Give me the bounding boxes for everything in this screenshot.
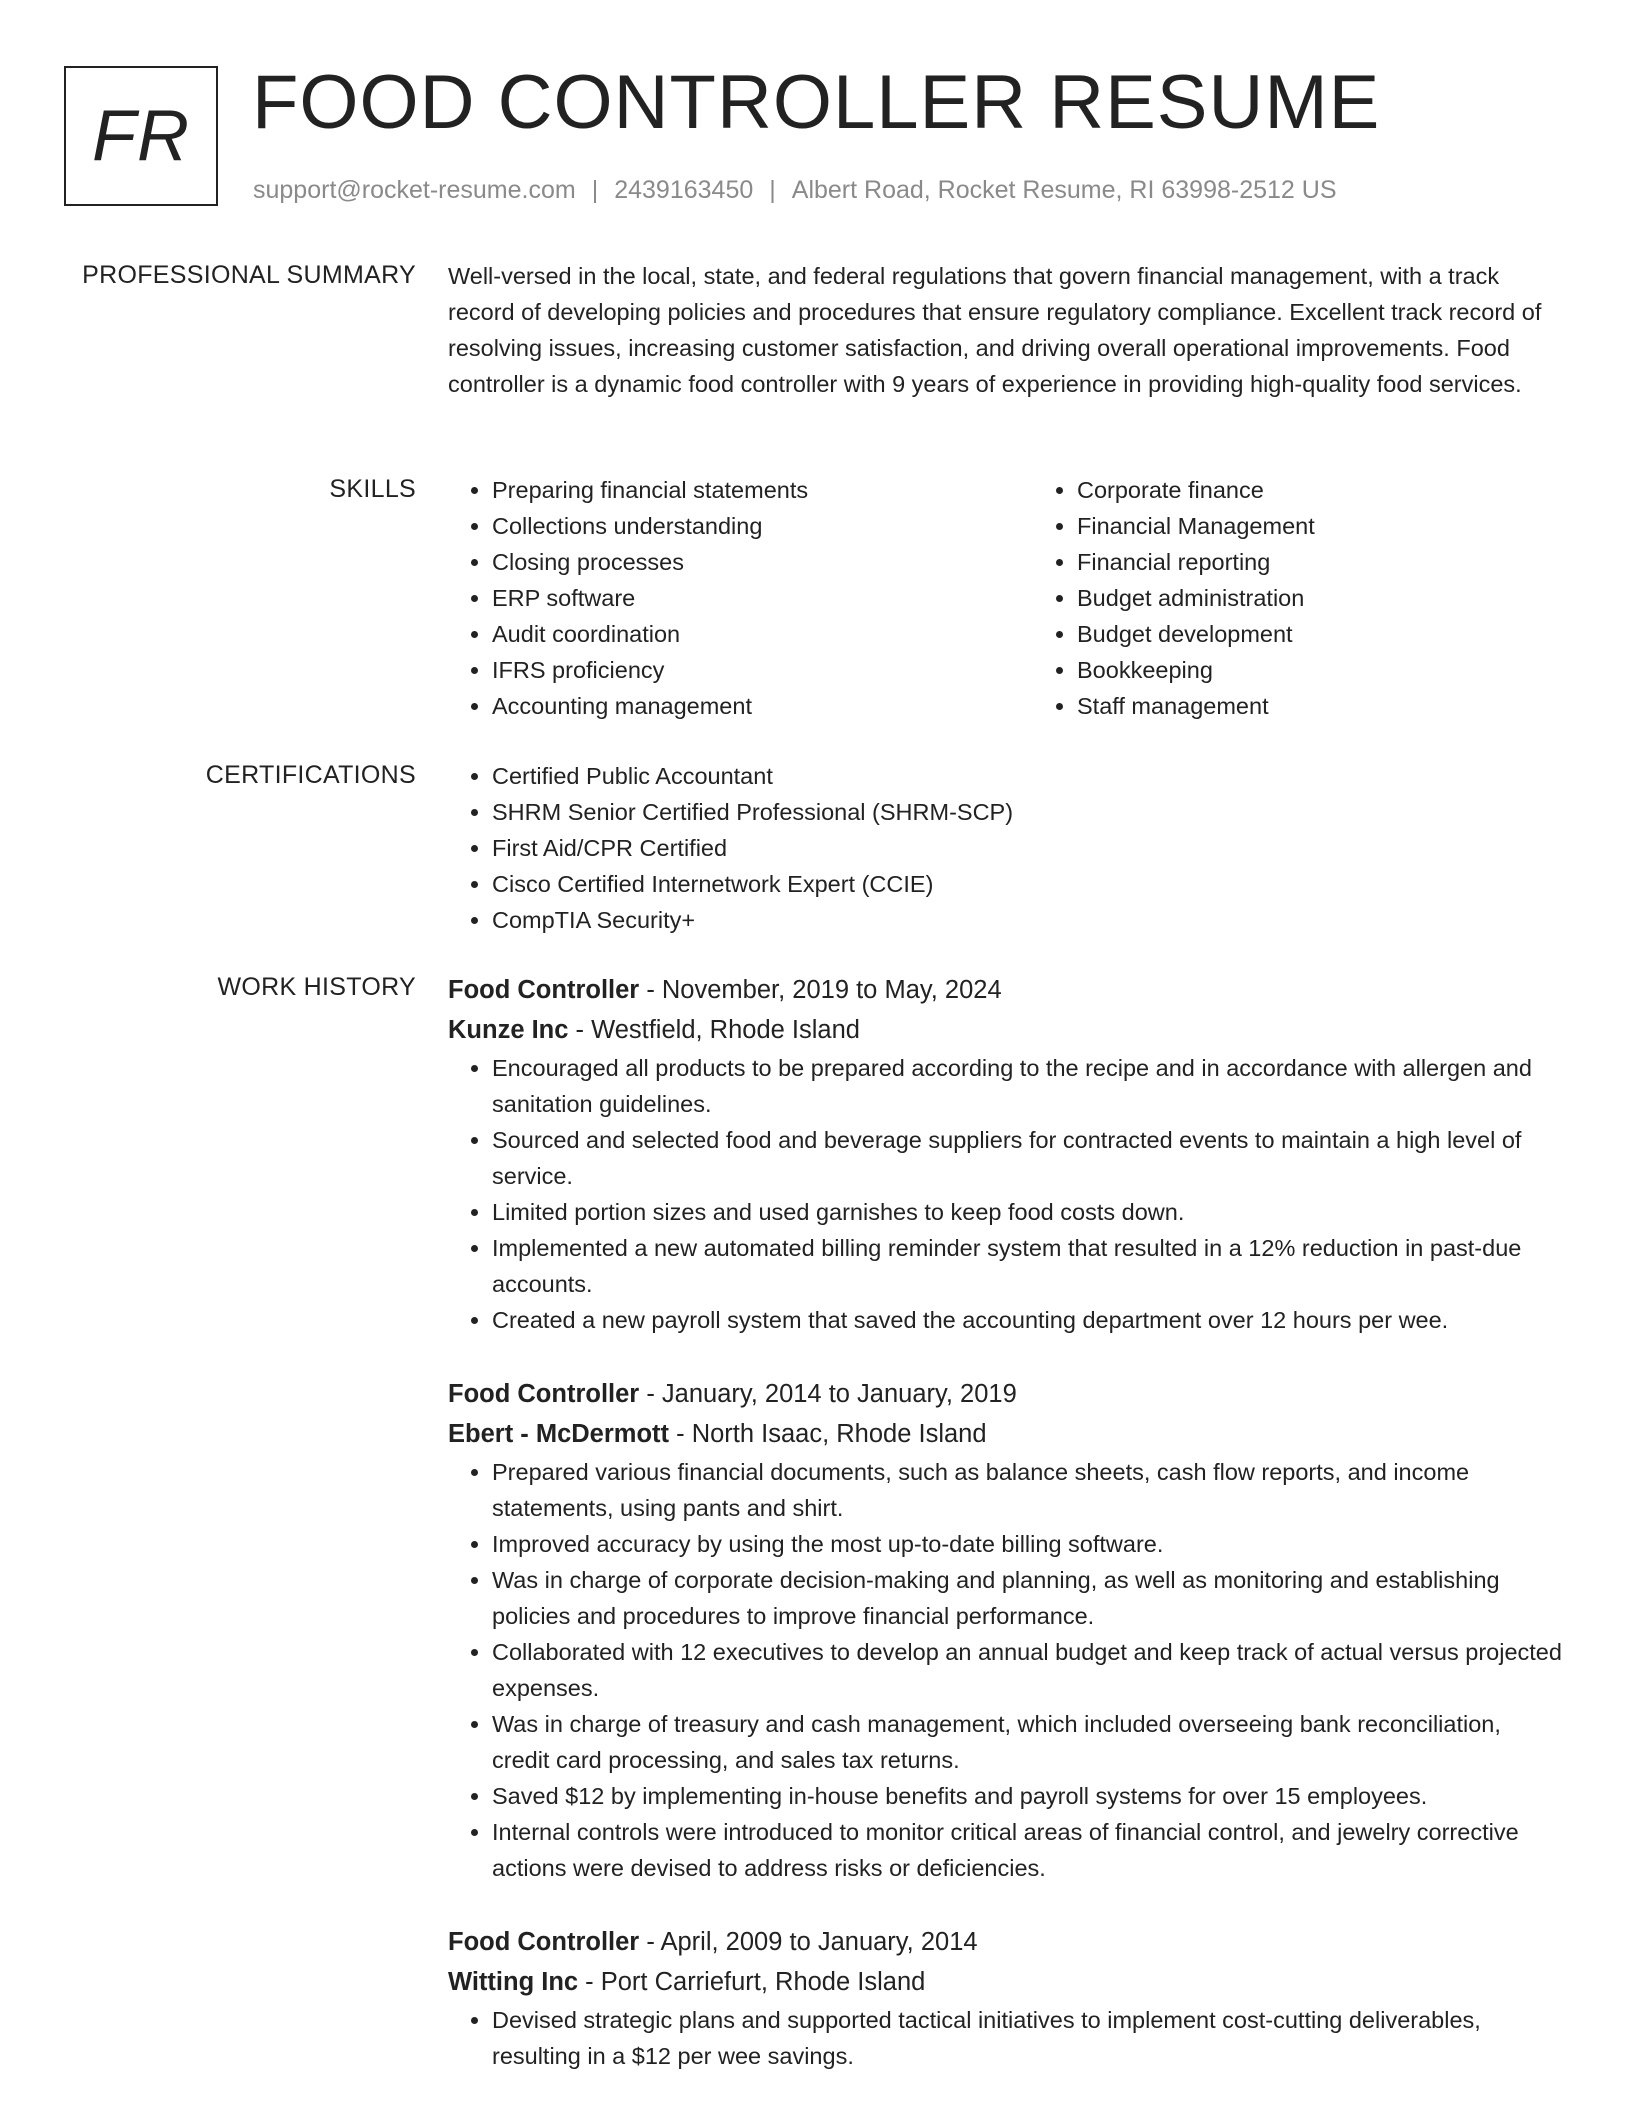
monogram-initials: FR: [92, 96, 190, 176]
job-duty: • Was in charge of corporate decision-making and planning, as well as monitoring and establishing policies and procedures to improve financial performance.: [492, 1562, 1562, 1634]
contact-email: support@rocket-resume.com: [253, 176, 576, 204]
job-company: Witting Inc: [448, 1968, 579, 1996]
skill-item: • Corporate finance: [1077, 472, 1562, 508]
job-company: Ebert - McDermott: [448, 1420, 670, 1448]
job-duty: • Was in charge of treasury and cash management, which included overseeing bank reconciliation, credit card processing, and sales tax returns.: [492, 1706, 1562, 1778]
job-entry: [448, 970, 1562, 1338]
job-location: - Port Carriefurt, Rhode Island: [578, 1968, 926, 1996]
skill-item: • Bookkeeping: [1077, 652, 1562, 688]
job-duties-list: [448, 1050, 1562, 1338]
work-history-body: [448, 970, 1562, 2110]
contact-separator: |: [769, 176, 776, 204]
monogram-box: [64, 66, 218, 206]
certifications-body: [448, 758, 1562, 938]
job-duty: • Devised strategic plans and supported tactical initiatives to implement cost-cutting deliverables, resulting in a $12 per wee savings.: [492, 2002, 1562, 2074]
job-dates: - November, 2019 to May, 2024: [639, 976, 1002, 1004]
certifications-list: [448, 758, 1562, 938]
skill-item: • Preparing financial statements: [492, 472, 977, 508]
job-duties-list: [448, 2002, 1562, 2074]
certification-item: • First Aid/CPR Certified: [492, 830, 1562, 866]
job-title-line: [448, 1922, 1562, 1962]
job-dates: - April, 2009 to January, 2014: [639, 1928, 978, 1956]
skills-list-left: [448, 472, 977, 724]
contact-separator: |: [591, 176, 599, 204]
certification-item: • Certified Public Accountant: [492, 758, 1562, 794]
skills-heading: SKILLS: [329, 475, 416, 503]
certification-item: • Cisco Certified Internetwork Expert (CCIE): [492, 866, 1562, 902]
skill-item: • Budget administration: [1077, 580, 1562, 616]
job-title-line: [448, 970, 1562, 1010]
summary-heading: PROFESSIONAL SUMMARY: [82, 261, 416, 289]
contact-phone: 2439163450: [614, 176, 754, 204]
job-location: - Westfield, Rhode Island: [568, 1016, 860, 1044]
skill-item: • Financial Management: [1077, 508, 1562, 544]
job-company-line: [448, 1962, 1562, 2002]
job-duty: • Prepared various financial documents, such as balance sheets, cash flow reports, and income statements, using pants and shirt.: [492, 1454, 1562, 1526]
certification-item: • SHRM Senior Certified Professional (SHRM-SCP): [492, 794, 1562, 830]
job-location: - North Isaac, Rhode Island: [669, 1420, 987, 1448]
skill-item: • Staff management: [1077, 688, 1562, 724]
skill-item: • Financial reporting: [1077, 544, 1562, 580]
skill-item: • Budget development: [1077, 616, 1562, 652]
skill-item: • ERP software: [492, 580, 977, 616]
job-duty: • Created a new payroll system that saved the accounting department over 12 hours per wee.: [492, 1302, 1562, 1338]
work-history-heading: WORK HISTORY: [217, 973, 416, 1001]
job-role: Food Controller: [448, 976, 640, 1004]
contact-address: Albert Road, Rocket Resume, RI 63998-2512 US: [791, 176, 1337, 204]
skill-item: • Closing processes: [492, 544, 977, 580]
job-duty: • Improved accuracy by using the most up-to-date billing software.: [492, 1526, 1562, 1562]
certification-item: • CompTIA Security+: [492, 902, 1562, 938]
job-duties-list: [448, 1454, 1562, 1886]
summary-body: [448, 258, 1562, 402]
job-duty: • Internal controls were introduced to monitor critical areas of financial control, and jewelry corrective actions were devised to address risks or deficiencies.: [492, 1814, 1562, 1886]
skill-item: • IFRS proficiency: [492, 652, 977, 688]
job-company-line: [448, 1010, 1562, 1050]
job-duty: • Limited portion sizes and used garnishes to keep food costs down.: [492, 1194, 1562, 1230]
job-title-line: [448, 1374, 1562, 1414]
skill-item: • Collections understanding: [492, 508, 977, 544]
job-duty: • Implemented a new automated billing reminder system that resulted in a 12% reduction in past-due accounts.: [492, 1230, 1562, 1302]
job-duty: • Saved $12 by implementing in-house benefits and payroll systems for over 15 employees.: [492, 1778, 1562, 1814]
job-role: Food Controller: [448, 1928, 640, 1956]
skills-list-right: [977, 472, 1562, 724]
job-duty: • Sourced and selected food and beverage suppliers for contracted events to maintain a high level of service.: [492, 1122, 1562, 1194]
job-role: Food Controller: [448, 1380, 640, 1408]
resume-title: FOOD CONTROLLER RESUME: [252, 60, 1381, 145]
job-entry: [448, 1374, 1562, 1886]
skill-item: • Audit coordination: [492, 616, 977, 652]
job-company-line: [448, 1414, 1562, 1454]
certifications-heading: CERTIFICATIONS: [205, 761, 416, 789]
job-dates: - January, 2014 to January, 2019: [639, 1380, 1017, 1408]
skills-columns: [448, 472, 1562, 724]
skill-item: • Accounting management: [492, 688, 977, 724]
job-entry: [448, 1922, 1562, 2074]
job-duty: • Encouraged all products to be prepared according to the recipe and in accordance with allergen and sanitation guidelines.: [492, 1050, 1562, 1122]
contact-line: [253, 174, 1337, 206]
summary-text: Well-versed in the local, state, and federal regulations that govern financial management, with a track record of developing policies and procedures that ensure regulatory compliance. Excellent track record of resolving issues, increasing customer satisfaction, and driving overall operational improvements. Food controller is a dynamic food controller with 9 years of experience in providing high-quality food services.: [448, 263, 1542, 397]
job-company: Kunze Inc: [448, 1016, 569, 1044]
job-duty: • Collaborated with 12 executives to develop an annual budget and keep track of actual versus projected expenses.: [492, 1634, 1562, 1706]
